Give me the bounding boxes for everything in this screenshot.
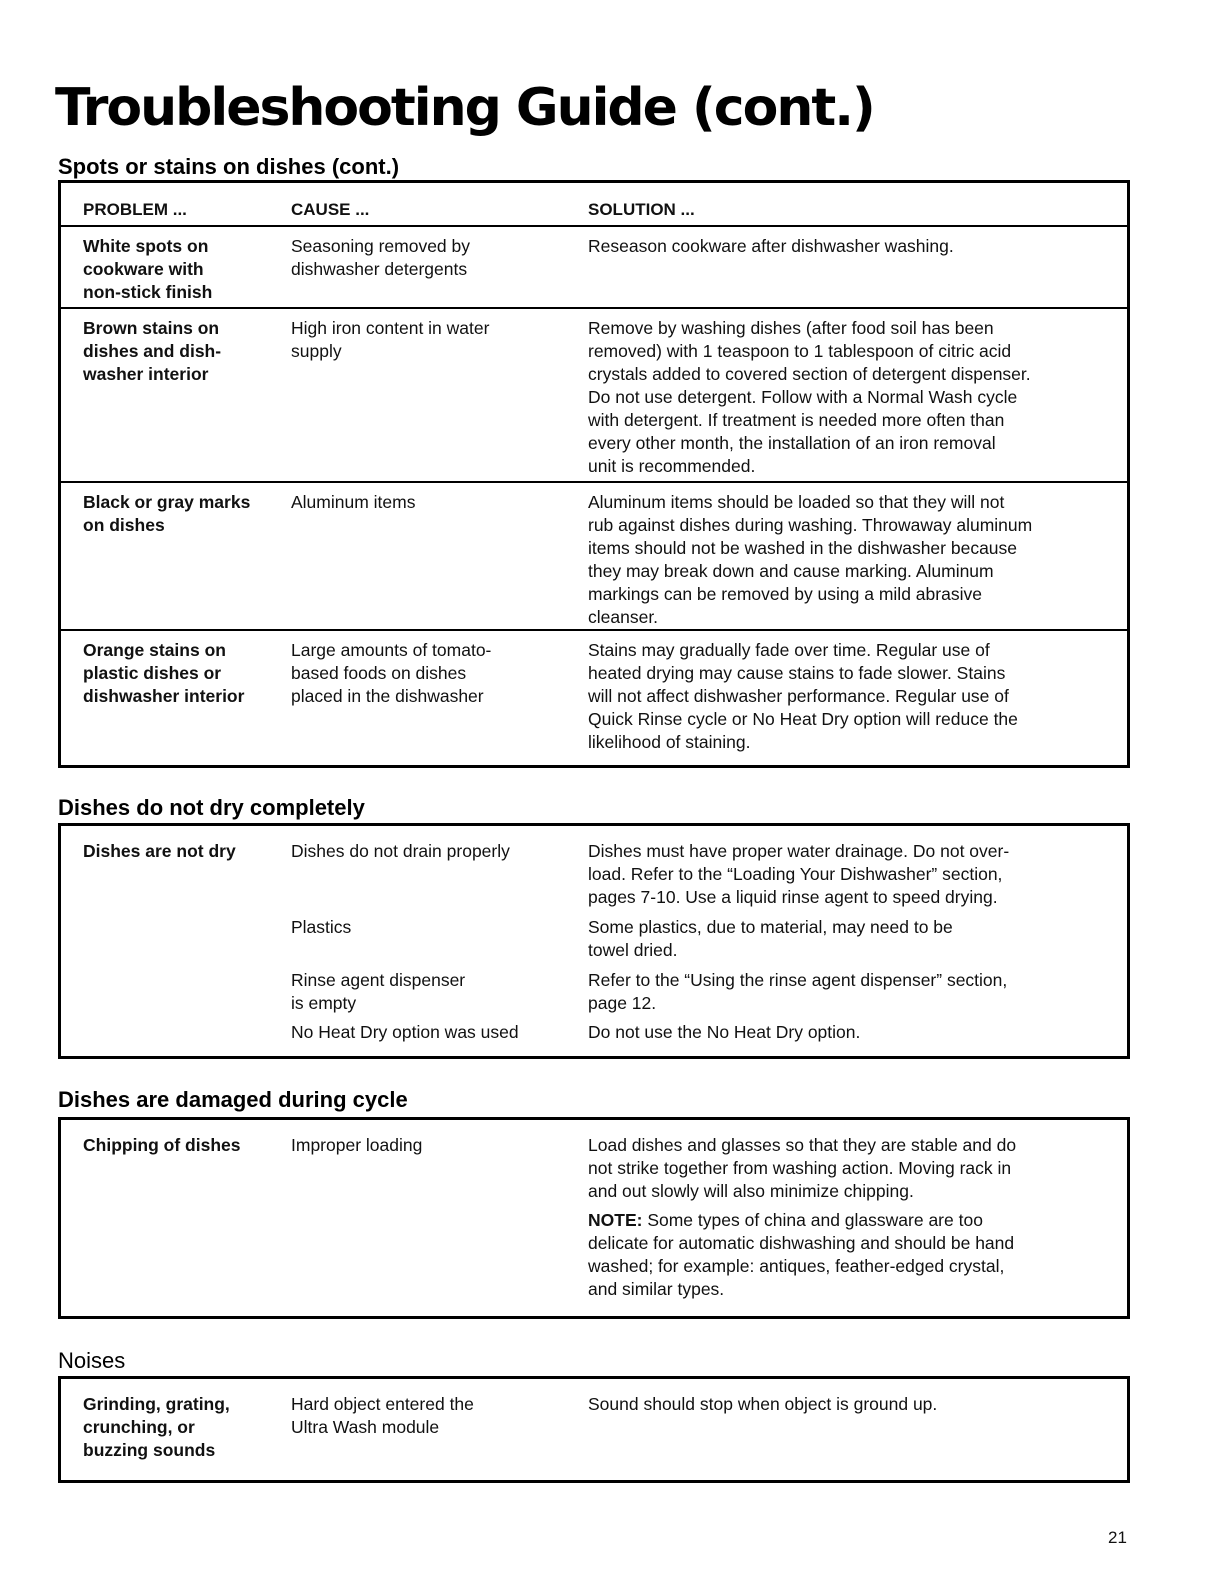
note-text: Some types of china and glassware are too [642,1210,983,1230]
problem-line: Dishes are not dry [83,841,236,861]
problem-line: plastic dishes or [83,663,222,683]
solution-line: markings can be removed by using a mild abrasive [588,584,982,604]
cause-cell [291,840,588,909]
cause-cell [291,639,588,765]
cause-solution-pair [291,1021,1127,1044]
solution-line: cleanser. [588,607,659,627]
header-problem: PROBLEM ... [83,200,187,219]
table-row [61,826,1127,1044]
problem-line: crunching, or [83,1417,195,1437]
solution-line: and similar types. [588,1279,725,1299]
solution-line: not strike together from washing action. Moving rack in [588,1158,1012,1178]
header-cause: CAUSE ... [291,200,370,219]
cause-line: Rinse agent dispenser [291,970,466,990]
cause-cell [291,1021,588,1044]
table-header [61,183,1127,227]
problem-line: White spots on [83,236,209,256]
solution-line: delicate for automatic dishwashing and should be hand [588,1233,1015,1253]
problem-cell [61,840,291,1044]
solution-line: load. Refer to the “Loading Your Dishwasher” section, [588,864,1003,884]
cause-cell [291,916,588,962]
cause-line: is empty [291,993,357,1013]
cause-line: No Heat Dry option was used [291,1022,519,1042]
table-row [61,1120,1127,1301]
problem-line: dishwasher interior [83,686,245,706]
solution-cell [588,969,1127,1015]
cause-solution-pair [291,916,1127,962]
solution-cell [588,235,1127,307]
problem-cell [61,491,291,629]
section-heading-dry: Dishes do not dry completely [58,795,365,820]
solution-cell [588,491,1127,629]
page-number: 21 [1108,1528,1127,1547]
solution-cell [588,840,1127,909]
solution-line: Aluminum items should be loaded so that they will not [588,492,1005,512]
solution-line: Quick Rinse cycle or No Heat Dry option will reduce the [588,709,1018,729]
problem-line: Brown stains on [83,318,220,338]
solution-line: removed) with 1 teaspoon to 1 tablespoon of citric acid [588,341,1012,361]
cause-solution-group [291,840,1127,1044]
problem-line: cookware with [83,259,204,279]
cause-line: dishwasher detergents [291,259,468,279]
problem-line: buzzing sounds [83,1440,216,1460]
troubleshooting-table-noises [58,1376,1130,1483]
cause-cell [291,969,588,1015]
cause-line: Hard object entered the [291,1394,474,1414]
cause-line: placed in the dishwasher [291,686,484,706]
cause-line: Plastics [291,917,352,937]
note-line [588,1209,1117,1232]
cause-line: Dishes do not drain properly [291,841,510,861]
solution-line: heated drying may cause stains to fade slower. Stains [588,663,1006,683]
page-title: Troubleshooting Guide (cont.) [55,78,874,138]
solution-line: they may break down and cause marking. Aluminum [588,561,994,581]
solution-cell [588,1393,1127,1462]
cause-cell [291,1393,588,1462]
cause-line: Aluminum items [291,492,416,512]
solution-line: Refer to the “Using the rinse agent dispenser” section, [588,970,1008,990]
solution-cell [588,317,1127,481]
solution-line: washed; for example: antiques, feather-edged crystal, [588,1256,1005,1276]
solution-line: every other month, the installation of an iron removal [588,433,996,453]
header-solution: SOLUTION ... [588,200,695,219]
problem-line: on dishes [83,515,165,535]
solution-cell [588,1134,1127,1301]
cause-line: based foods on dishes [291,663,467,683]
problem-cell [61,1134,291,1301]
cause-solution-pair [291,969,1127,1015]
problem-line: washer interior [83,364,209,384]
solution-line: crystals added to covered section of detergent dispenser. [588,364,1031,384]
solution-line: Sound should stop when object is ground up. [588,1394,938,1414]
solution-line: pages 7-10. Use a liquid rinse agent to speed drying. [588,887,998,907]
problem-cell [61,1393,291,1462]
cause-line: Large amounts of tomato- [291,640,492,660]
solution-line: Do not use detergent. Follow with a Normal Wash cycle [588,387,1018,407]
solution-line: Load dishes and glasses so that they are stable and do [588,1135,1017,1155]
note-label: NOTE: [588,1210,643,1230]
cause-line: Improper loading [291,1135,423,1155]
section-heading-noises: Noises [58,1348,126,1373]
solution-line: items should not be washed in the dishwasher because [588,538,1018,558]
solution-line: Dishes must have proper water drainage. Do not over- [588,841,1010,861]
problem-line: Orange stains on [83,640,226,660]
troubleshooting-table-dry [58,823,1130,1059]
solution-line: unit is recommended. [588,456,756,476]
solution-line: with detergent. If treatment is needed more often than [588,410,1005,430]
cause-line: supply [291,341,342,361]
solution-cell [588,916,1127,962]
troubleshooting-table-spots [58,180,1130,768]
solution-line: Stains may gradually fade over time. Regular use of [588,640,990,660]
table-row [61,483,1127,631]
solution-line: Do not use the No Heat Dry option. [588,1022,861,1042]
solution-cell [588,1021,1127,1044]
problem-line: Chipping of dishes [83,1135,241,1155]
solution-cell [588,639,1127,765]
section-heading-spots: Spots or stains on dishes (cont.) [58,154,400,179]
cause-line: Ultra Wash module [291,1417,440,1437]
cause-cell [291,235,588,307]
solution-line: will not affect dishwasher performance. Regular use of [588,686,1009,706]
solution-line: Some plastics, due to material, may need to be [588,917,953,937]
cause-line: Seasoning removed by [291,236,470,256]
table-row [61,1379,1127,1462]
solution-line: page 12. [588,993,657,1013]
problem-line: Black or gray marks [83,492,251,512]
table-row [61,309,1127,483]
solution-line: rub against dishes during washing. Throwaway aluminum [588,515,1033,535]
section-heading-damaged: Dishes are damaged during cycle [58,1087,408,1112]
solution-line: likelihood of staining. [588,732,751,752]
solution-line: towel dried. [588,940,678,960]
troubleshooting-table-damaged [58,1117,1130,1319]
table-row [61,227,1127,309]
cause-cell [291,317,588,481]
problem-cell [61,317,291,481]
problem-cell [61,235,291,307]
cause-cell [291,491,588,629]
solution-line: Remove by washing dishes (after food soil has been [588,318,994,338]
problem-cell [61,639,291,765]
solution-line: Reseason cookware after dishwasher washing. [588,236,954,256]
solution-line: and out slowly will also minimize chipping. [588,1181,914,1201]
problem-line: dishes and dish- [83,341,222,361]
cause-solution-pair [291,840,1127,909]
table-row [61,631,1127,765]
cause-line: High iron content in water [291,318,490,338]
cause-cell [291,1134,588,1301]
problem-line: Grinding, grating, [83,1394,230,1414]
problem-line: non-stick finish [83,282,213,302]
